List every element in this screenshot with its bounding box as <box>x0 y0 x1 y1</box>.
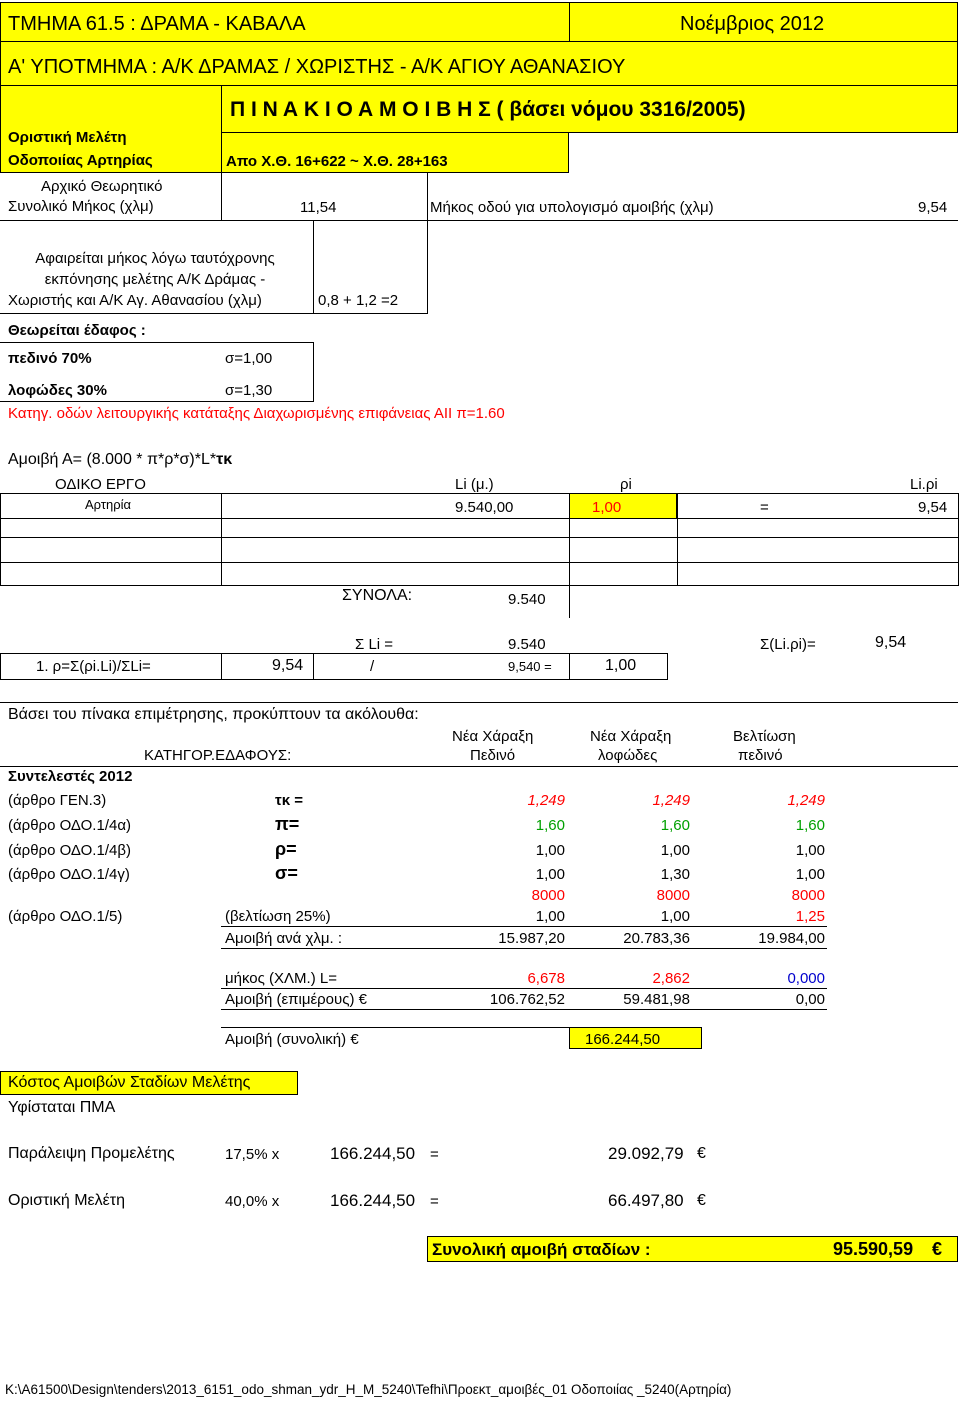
results-intro: Βάσει του πίνακα επιμέτρησης, προκύπτουν τα ακόλουθα: <box>8 706 419 723</box>
improvement-hilly: 1,00 <box>660 908 690 925</box>
fee-per-km-flat: 15.987,20 <box>498 930 565 947</box>
euro-icon: € <box>697 1145 706 1162</box>
col-1-line-2: Πεδινό <box>470 747 516 764</box>
col-2-line-1: Νέα Χάραξη <box>590 728 672 745</box>
road-category: Κατηγ. οδών λειτουργικής κατάταξης Διαχωρισμένης επιφάνειας ΑΙΙ π=1.60 <box>8 405 505 422</box>
rho-improvement: 1,00 <box>795 842 825 859</box>
euro-icon: € <box>358 991 367 1008</box>
stage-1-eq: = <box>430 1146 439 1163</box>
partial-fee-label: Αμοιβή (επιμέρους) € <box>225 991 367 1008</box>
totals-value: 9.540 <box>508 591 546 608</box>
sum-li-value: 9.540 <box>508 636 546 653</box>
hilly-terrain-label: λοφώδες 30% <box>8 382 107 399</box>
sum-liri-label: Σ(Li.ρi)= <box>760 636 816 653</box>
calc-length-value: 9,54 <box>918 199 948 216</box>
deduction-line-1: Αφαιρείται μήκος λόγω ταυτόχρονης <box>35 250 275 267</box>
article-odo-1-4b: (άρθρο ΟΔΟ.1/4β) <box>8 842 131 859</box>
col-3-line-1: Βελτίωση <box>733 728 796 745</box>
row-li: 9.540,00 <box>455 499 514 516</box>
tk-improvement: 1,249 <box>787 792 825 809</box>
subsection-title: Α' ΥΠΟΤΜΗΜΑ : Α/Κ ΔΡΑΜΑΣ / ΧΩΡΙΣΤΗΣ - Α/Κ ΑΓΙΟΥ ΑΘΑΝΑΣΙΟΥ <box>8 56 626 78</box>
stage-2-eq: = <box>430 1193 439 1210</box>
hilly-terrain-sigma: σ=1,30 <box>225 382 273 399</box>
sum-li-label: Σ Li = <box>355 636 394 653</box>
deduction-value: 0,8 + 1,2 =2 <box>318 292 399 309</box>
terrain-category-label: ΚΑΤΗΓΟΡ.ΕΔΑΦΟΥΣ: <box>144 747 292 764</box>
chainage: Απο Χ.Θ. 16+622 ~ Χ.Θ. 28+163 <box>226 153 448 170</box>
rho-denominator: 9,540 = <box>508 659 552 674</box>
file-path: K:\A61500\Design\tenders\2013_6151_odo_shman_ydr_H_M_5240\Tefhi\Προεκτ_αμοιβές_01 Οδοποιίας _5240(Αρτηρία) <box>5 1382 732 1397</box>
symbol-pi: π= <box>275 814 300 834</box>
base-hilly: 8000 <box>656 887 690 904</box>
row-ri-cell <box>569 493 677 519</box>
stages-subtitle: Υφίσταται ΠΜΑ <box>8 1099 116 1116</box>
stage-2-base: 166.244,50 <box>330 1191 416 1210</box>
col-1-line-1: Νέα Χάραξη <box>452 728 534 745</box>
fee-per-km-label: Αμοιβή ανά χλμ. : <box>225 930 342 947</box>
total-fee-label: Αμοιβή (συνολική) € <box>225 1031 359 1048</box>
article-odo-1-4c: (άρθρο ΟΔΟ.1/4γ) <box>8 866 130 883</box>
flat-terrain-sigma: σ=1,00 <box>225 350 273 367</box>
tk-flat: 1,249 <box>527 792 565 809</box>
deduction-line-2: εκπόνησης μελέτης Α/Κ Δράμας - <box>44 271 266 288</box>
sum-liri-value: 9,54 <box>875 634 907 651</box>
symbol-sigma: σ= <box>275 863 298 883</box>
stages-title: Κόστος Αμοιβών Σταδίων Μελέτης <box>8 1074 251 1091</box>
euro-icon: € <box>697 1192 706 1209</box>
col-li: Li (μ.) <box>455 476 494 493</box>
improvement-label: (βελτίωση 25%) <box>225 908 331 925</box>
date: Νοέμβριος 2012 <box>680 13 825 35</box>
stage-2-value: 66.497,80 <box>608 1191 684 1210</box>
col-liri: Li.ρi <box>910 476 938 493</box>
flat-terrain-label: πεδινό 70% <box>8 350 92 367</box>
stage-1-label: Παράλειψη Προμελέτης <box>8 1145 175 1162</box>
deduction-line-3: Χωριστής και Α/Κ Αγ. Αθανασίου (χλμ) <box>8 292 262 309</box>
stages-total-value: 95.590,59 <box>833 1239 914 1259</box>
article-odo-1-4a: (άρθρο ΟΔΟ.1/4α) <box>8 817 131 834</box>
length-flat: 6,678 <box>527 970 565 987</box>
pi-hilly: 1,60 <box>660 817 690 834</box>
improvement-flat: 1,00 <box>535 908 565 925</box>
row-eq: = <box>760 499 769 516</box>
terrain-label: Θεωρείται έδαφος : <box>8 322 146 339</box>
row-ri: 1,00 <box>592 499 622 516</box>
calc-length-label: Μήκος οδού για υπολογισμό αμοιβής (χλμ) <box>430 199 714 216</box>
stages-total-label: Συνολική αμοιβή σταδίων : <box>432 1240 651 1259</box>
col-road-work: ΟΔΙΚΟ ΕΡΓΟ <box>55 476 146 493</box>
col-3-line-2: πεδινό <box>738 747 783 764</box>
row-liri: 9,54 <box>918 499 948 516</box>
sigma-flat: 1,00 <box>535 866 565 883</box>
fee-per-km-hilly: 20.783,36 <box>623 930 690 947</box>
euro-icon: € <box>350 1031 359 1048</box>
article-odo-1-5: (άρθρο ΟΔΟ.1/5) <box>8 908 123 925</box>
euro-icon: € <box>932 1239 943 1259</box>
total-fee-value: 166.244,50 <box>585 1031 661 1048</box>
partial-fee-hilly: 59.481,98 <box>623 991 690 1008</box>
rho-divide: / <box>370 658 375 675</box>
length-hilly: 2,862 <box>652 970 690 987</box>
coef-label: Συντελεστές 2012 <box>8 768 133 785</box>
article-gen3: (άρθρο ΓΕΝ.3) <box>8 792 107 809</box>
pi-flat: 1,60 <box>535 817 565 834</box>
rho-label: 1. ρ=Σ(ρi.Li)/ΣLi= <box>36 658 151 675</box>
stage-2-pct: 40,0% x <box>225 1193 280 1210</box>
symbol-tk: τκ = <box>275 792 303 809</box>
length-label-line-2: Συνολικό Μήκος (χλμ) <box>8 198 154 215</box>
fee-formula: Αμοιβή Α= (8.000 * π*ρ*σ)*L*τκ <box>8 451 233 468</box>
base-flat: 8000 <box>531 887 565 904</box>
base-improvement: 8000 <box>791 887 825 904</box>
length-improvement: 0,000 <box>787 970 825 987</box>
pi-improvement: 1,60 <box>795 817 825 834</box>
symbol-rho: ρ= <box>275 839 297 859</box>
improvement-improvement: 1,25 <box>795 908 825 925</box>
sigma-improvement: 1,00 <box>795 866 825 883</box>
study-line-2: Οδοποιίας Αρτηρίας <box>8 152 153 169</box>
stage-2-label: Οριστική Μελέτη <box>8 1192 126 1209</box>
stage-1-base: 166.244,50 <box>330 1144 416 1163</box>
rho-numerator: 9,54 <box>272 657 304 674</box>
study-line-1: Οριστική Μελέτη <box>8 129 127 146</box>
stage-1-value: 29.092,79 <box>608 1144 684 1163</box>
fee-table-title: Π Ι Ν Α Κ Ι Ο Α Μ Ο Ι Β Η Σ ( βάσει νόμου 3316/2005) <box>230 98 746 121</box>
rho-result: 1,00 <box>605 657 637 674</box>
partial-fee-improvement: 0,00 <box>795 991 825 1008</box>
tk-hilly: 1,249 <box>652 792 690 809</box>
total-length: 11,54 <box>300 199 337 216</box>
section-title: ΤΜΗΜΑ 61.5 : ΔΡΑΜΑ - ΚΑΒΑΛΑ <box>8 13 306 35</box>
sigma-hilly: 1,30 <box>660 866 690 883</box>
rho-flat: 1,00 <box>535 842 565 859</box>
totals-label: ΣΥΝΟΛΑ: <box>342 587 413 604</box>
col-ri: ρi <box>620 476 632 493</box>
length-row-label: μήκος (ΧΛΜ.) L= <box>225 970 337 987</box>
partial-fee-flat: 106.762,52 <box>489 991 565 1008</box>
length-label-line-1: Αρχικό Θεωρητικό <box>41 178 163 195</box>
stage-1-pct: 17,5% x <box>225 1146 280 1163</box>
rho-hilly: 1,00 <box>660 842 690 859</box>
fee-per-km-improvement: 19.984,00 <box>758 930 825 947</box>
col-2-line-2: λοφώδες <box>598 747 658 764</box>
row-name: Αρτηρία <box>85 497 132 512</box>
